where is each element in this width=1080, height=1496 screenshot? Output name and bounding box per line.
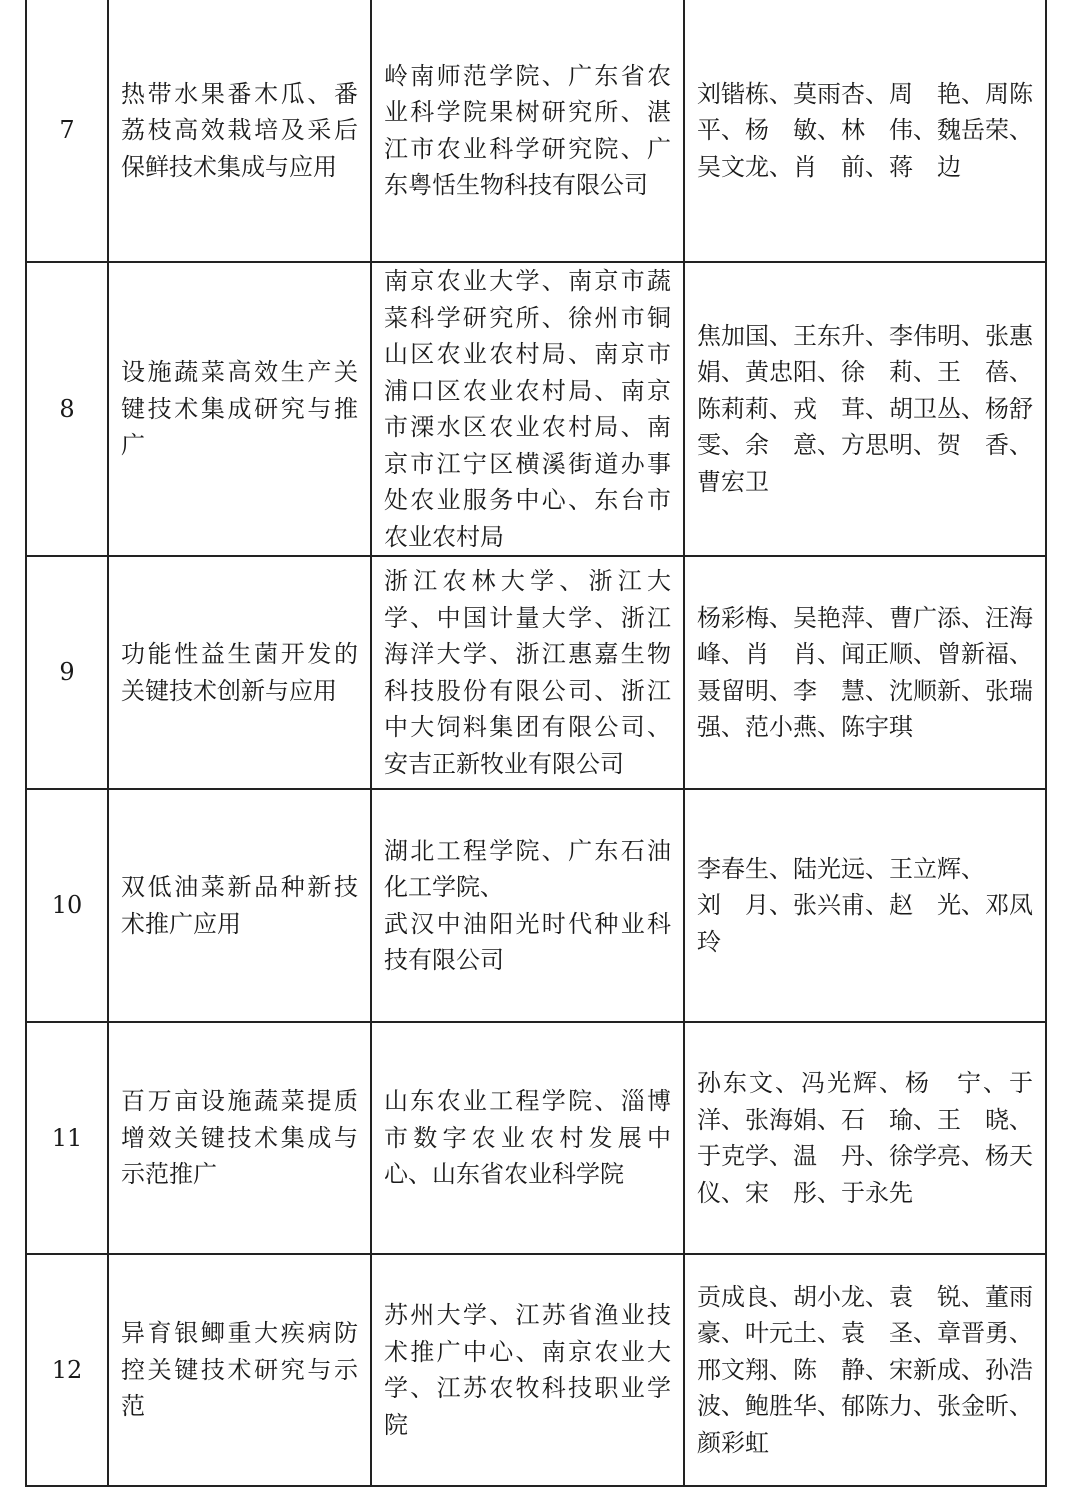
table-row: [26, 1022, 1046, 1254]
row-number: 10: [26, 789, 108, 1022]
project-name: [108, 262, 371, 556]
project-name: [108, 1022, 371, 1254]
completing-units-text: 湖北工程学院、广东石油化工学院、 武汉中油阳光时代种业科技有限公司: [384, 836, 671, 974]
row-number: 11: [26, 1022, 108, 1254]
completing-units: [371, 1022, 684, 1254]
table-row: [26, 1254, 1046, 1486]
project-name-text: 双低油菜新品种新技术推广应用: [121, 873, 358, 938]
completing-people-text: 孙东文、冯光辉、杨 宁、于洋、张海娟、石 瑜、王 晓、于克学、温 丹、徐学亮、杨天仪、宋 彤、于永先: [697, 1069, 1033, 1207]
completing-people: [684, 556, 1046, 789]
completing-people-text: 贡成良、胡小龙、袁 锐、董雨豪、叶元土、袁 圣、章晋勇、邢文翔、陈 静、宋新成、孙浩波、鲍胜华、郁陈力、张金昕、颜彩虹: [697, 1282, 1033, 1457]
project-name-text: 热带水果番木瓜、番荔枝高效栽培及采后保鲜技术集成与应用: [121, 79, 358, 181]
completing-units-text: 岭南师范学院、广东省农业科学院果树研究所、湛江市农业科学研究院、广东粤恬生物科技有限公司: [384, 61, 671, 199]
project-name: [108, 789, 371, 1022]
completing-people-text: 李春生、陆光远、王立辉、 刘 月、张兴甫、赵 光、邓凤玲: [697, 854, 1033, 956]
completing-people: [684, 262, 1046, 556]
completing-people: [684, 1022, 1046, 1254]
table-row: [26, 556, 1046, 789]
completing-people-text: 焦加国、王东升、李伟明、张惠娟、黄忠阳、徐 莉、王 蓓、陈莉莉、戎 茸、胡卫丛、杨舒雯、余 意、方思明、贺 香、曹宏卫: [697, 321, 1033, 496]
completing-units: [371, 789, 684, 1022]
completing-units-text: 山东农业工程学院、淄博市数字农业农村发展中心、山东省农业科学院: [384, 1087, 671, 1189]
project-name-text: 异育银鲫重大疾病防控关键技术研究与示范: [121, 1319, 358, 1421]
project-name-text: 设施蔬菜高效生产关键技术集成研究与推广: [121, 358, 358, 460]
row-number: 12: [26, 1254, 108, 1486]
project-name: [108, 1254, 371, 1486]
completing-units: [371, 1254, 684, 1486]
row-number: 8: [26, 262, 108, 556]
awards-table: [25, 0, 1047, 1487]
row-number: 7: [26, 0, 108, 262]
project-name: [108, 0, 371, 262]
project-name-text: 百万亩设施蔬菜提质增效关键技术集成与示范推广: [121, 1087, 358, 1189]
table-row: [26, 262, 1046, 556]
completing-units: [371, 0, 684, 262]
table-row: [26, 0, 1046, 262]
completing-people-text: 杨彩梅、吴艳萍、曹广添、汪海峰、肖 肖、闻正顺、曾新福、聂留明、李 慧、沈顺新、张瑞强、范小燕、陈宇琪: [697, 603, 1033, 741]
completing-people: [684, 0, 1046, 262]
table-row: [26, 789, 1046, 1022]
completing-units-text: 苏州大学、江苏省渔业技术推广中心、南京农业大学、江苏农牧科技职业学院: [384, 1301, 671, 1439]
completing-units-text: 南京农业大学、南京市蔬菜科学研究所、徐州市铜山区农业农村局、南京市浦口区农业农村局、南京市溧水区农业农村局、南京市江宁区横溪街道办事处农业服务中心、东台市农业农村局: [384, 267, 671, 551]
completing-people: [684, 789, 1046, 1022]
project-name-text: 功能性益生菌开发的关键技术创新与应用: [121, 640, 358, 705]
row-number: 9: [26, 556, 108, 789]
completing-units: [371, 262, 684, 556]
completing-people-text: 刘锴栋、莫雨杏、周 艳、周陈平、杨 敏、林 伟、魏岳荣、吴文龙、肖 前、蒋 边: [697, 79, 1033, 181]
completing-units-text: 浙江农林大学、浙江大学、中国计量大学、浙江海洋大学、浙江惠嘉生物科技股份有限公司、浙江中大饲料集团有限公司、安吉正新牧业有限公司: [384, 567, 671, 778]
completing-people: [684, 1254, 1046, 1486]
completing-units: [371, 556, 684, 789]
project-name: [108, 556, 371, 789]
